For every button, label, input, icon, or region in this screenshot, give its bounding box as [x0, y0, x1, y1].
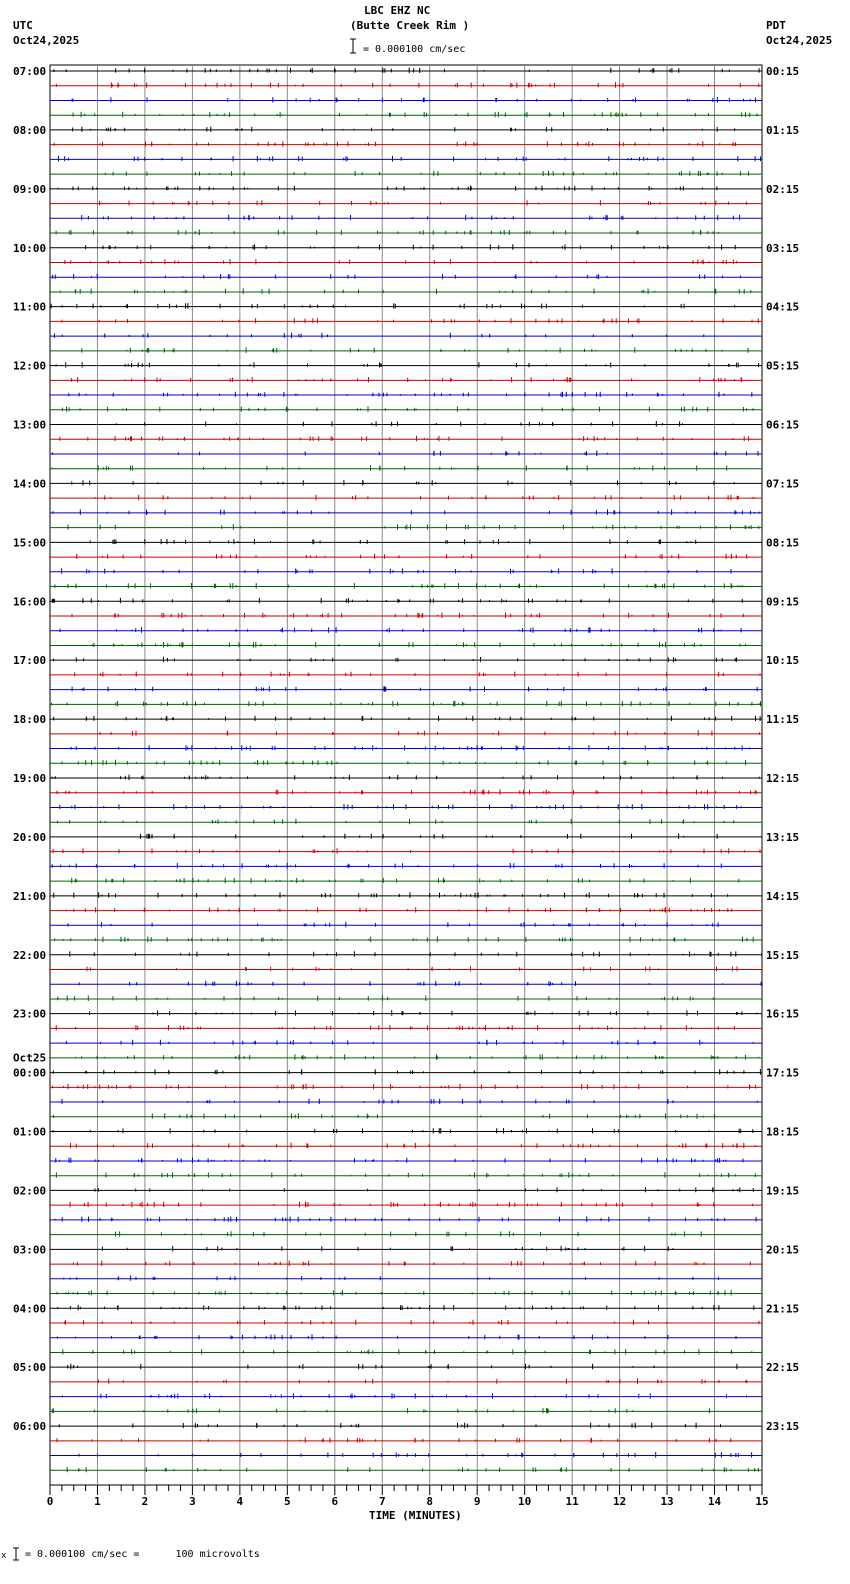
- utc-hour-label: 12:00: [13, 359, 47, 373]
- trace-noise: [51, 303, 734, 309]
- trace-noise: [53, 1069, 760, 1075]
- utc-hour-label: 04:00: [13, 1302, 47, 1316]
- trace-noise: [57, 1290, 731, 1296]
- trace-noise: [67, 1467, 758, 1472]
- trace-noise: [116, 421, 733, 427]
- x-tick-label: 4: [236, 1495, 244, 1508]
- utc-hour-label: 03:00: [13, 1243, 47, 1257]
- trace-noise: [86, 244, 736, 250]
- x-tick-label: 8: [426, 1495, 434, 1508]
- trace-noise: [56, 362, 758, 367]
- pdt-hour-label: 20:15: [766, 1243, 800, 1257]
- x-tick-label: 9: [473, 1495, 481, 1508]
- trace-noise: [54, 657, 737, 662]
- pdt-hour-label: 11:15: [766, 713, 800, 727]
- pdt-hour-label: 17:15: [766, 1066, 800, 1080]
- trace-noise: [102, 1246, 673, 1252]
- trace-noise: [60, 288, 751, 294]
- x-tick-label: 14: [707, 1495, 722, 1508]
- trace-noise: [140, 833, 717, 839]
- utc-hour-label: 07:00: [13, 65, 47, 78]
- trace-noise: [56, 1158, 743, 1163]
- x-tick-label: 0: [46, 1495, 54, 1508]
- pdt-hour-label: 19:15: [766, 1184, 800, 1198]
- x-tick-label: 2: [141, 1495, 149, 1508]
- trace-noise: [53, 1128, 753, 1134]
- trace-noise: [70, 951, 762, 957]
- x-tick-label: 15: [755, 1495, 769, 1508]
- pdt-hour-label: 15:15: [766, 948, 800, 962]
- x-tick-label: 3: [189, 1495, 196, 1508]
- pdt-hour-label: 03:15: [766, 241, 800, 255]
- station-title: LBC EHZ NC: [364, 4, 431, 17]
- utc-hour-label: 23:00: [13, 1007, 47, 1021]
- trace-noise: [71, 745, 750, 751]
- trace-noise: [53, 274, 741, 279]
- pdt-hour-label: 08:15: [766, 536, 800, 550]
- x-tick-label: 13: [660, 1495, 674, 1508]
- trace-noise: [69, 392, 752, 398]
- trace-noise: [54, 141, 735, 147]
- trace-noise: [58, 995, 714, 1001]
- trace-noise: [60, 804, 741, 810]
- trace-noise: [90, 1010, 757, 1016]
- pdt-hour-label: 10:15: [766, 654, 800, 668]
- trace-noise: [71, 377, 741, 382]
- pdt-hour-label: 01:15: [766, 123, 800, 137]
- trace-noise: [65, 259, 737, 264]
- trace-noise: [99, 1378, 747, 1384]
- pdt-hour-label: 04:15: [766, 300, 800, 314]
- trace-noise: [54, 892, 728, 898]
- trace-noise: [71, 1143, 756, 1149]
- right-date: Oct24,2025: [766, 34, 833, 47]
- trace-noise: [66, 1040, 753, 1046]
- pdt-hour-label: 23:15: [766, 1420, 800, 1434]
- footer-scale-bar-icon: [13, 1548, 19, 1560]
- utc-hour-label: 10:00: [13, 241, 47, 255]
- utc-hour-label: 08:00: [13, 123, 47, 137]
- trace-noise: [60, 436, 749, 442]
- trace-noise: [73, 127, 735, 132]
- trace-noise: [52, 701, 761, 707]
- trace-noise: [63, 1349, 752, 1355]
- utc-hour-label: 11:00: [13, 300, 47, 314]
- x-axis-label: TIME (MINUTES): [369, 1509, 462, 1522]
- trace-noise: [72, 480, 735, 485]
- utc-hour-label: 21:00: [13, 889, 47, 903]
- x-tick-label: 7: [378, 1495, 386, 1508]
- trace-noise: [62, 406, 753, 412]
- utc-hour-label: 06:00: [13, 1420, 47, 1434]
- date-change-label: Oct25: [13, 1051, 47, 1065]
- trace-noise: [56, 1025, 734, 1030]
- trace-noise: [52, 465, 727, 471]
- trace-noise: [72, 878, 739, 884]
- x-tick-label: 11: [565, 1495, 579, 1508]
- pdt-hour-label: 00:15: [766, 65, 800, 78]
- trace-noise: [82, 347, 748, 353]
- trace-noise: [52, 451, 758, 457]
- pdt-hour-label: 13:15: [766, 830, 800, 844]
- pdt-hour-label: 18:15: [766, 1125, 800, 1139]
- trace-noise: [57, 1438, 731, 1443]
- trace-noise: [53, 1084, 756, 1090]
- trace-noise: [77, 554, 747, 560]
- footer-scale-label: = 0.000100 cm/sec = 100 microvolts: [25, 1549, 260, 1560]
- trace-noise: [64, 1276, 719, 1281]
- left-date: Oct24,2025: [13, 34, 80, 47]
- x-tick-label: 6: [331, 1495, 339, 1508]
- trace-noise: [100, 200, 747, 205]
- trace-noise: [62, 1099, 757, 1104]
- trace-noise: [87, 966, 737, 971]
- trace-noise: [58, 1305, 754, 1311]
- pdt-hour-label: 16:15: [766, 1007, 800, 1021]
- trace-noise: [56, 230, 718, 236]
- x-tick-label: 5: [284, 1495, 291, 1508]
- trace-noise: [95, 1187, 753, 1192]
- trace-noise: [72, 686, 757, 692]
- utc-hour-label: 17:00: [13, 654, 47, 668]
- utc-hour-label: 22:00: [13, 948, 47, 962]
- trace-noise: [72, 97, 756, 103]
- utc-hour-label: 00:00: [13, 1066, 47, 1080]
- trace-noise: [52, 1408, 709, 1413]
- trace-noise: [62, 1393, 746, 1399]
- x-tick-label: 12: [612, 1495, 627, 1508]
- right-timezone: PDT: [766, 19, 786, 32]
- site-name: (Butte Creek Rim ): [350, 19, 470, 32]
- scale-label: = 0.000100 cm/sec: [363, 44, 466, 55]
- trace-noise: [55, 1216, 756, 1222]
- pdt-hour-label: 22:15: [766, 1361, 800, 1375]
- trace-noise: [56, 82, 758, 88]
- trace-noise: [56, 1172, 755, 1177]
- trace-noise: [58, 819, 734, 825]
- trace-noise: [92, 642, 745, 648]
- trace-noise: [106, 171, 749, 177]
- trace-noise: [62, 318, 758, 323]
- trace-noise: [82, 215, 740, 221]
- utc-hour-label: 14:00: [13, 477, 47, 491]
- trace-noise: [55, 583, 762, 589]
- utc-hour-label: 13:00: [13, 418, 47, 432]
- trace-noise: [51, 186, 717, 191]
- utc-hour-label: 01:00: [13, 1125, 47, 1139]
- trace-noise: [62, 760, 745, 766]
- footer-mark: x: [1, 1551, 7, 1561]
- trace-noise: [68, 1364, 737, 1370]
- plot-frame: [50, 65, 762, 1485]
- trace-noise: [54, 68, 759, 74]
- trace-noise: [90, 539, 696, 545]
- utc-hour-label: 15:00: [13, 536, 47, 550]
- trace-noise: [57, 789, 756, 795]
- trace-noise: [79, 981, 761, 987]
- utc-hour-label: 02:00: [13, 1184, 47, 1198]
- trace-noise: [66, 907, 732, 913]
- utc-hour-label: 16:00: [13, 595, 47, 609]
- trace-noise: [59, 156, 761, 162]
- trace-noise: [60, 627, 741, 633]
- trace-noise: [72, 613, 743, 619]
- trace-noise: [55, 937, 754, 943]
- pdt-hour-label: 09:15: [766, 595, 800, 609]
- trace-noise: [70, 1202, 753, 1208]
- trace-noise: [57, 1334, 736, 1339]
- pdt-hour-label: 02:15: [766, 182, 800, 196]
- pdt-hour-label: 12:15: [766, 772, 800, 785]
- trace-noise: [54, 716, 760, 721]
- utc-hour-label: 05:00: [13, 1361, 47, 1375]
- utc-hour-label: 09:00: [13, 182, 47, 196]
- scale-bar-icon: [350, 39, 356, 53]
- trace-noise: [73, 1261, 750, 1267]
- pdt-hour-label: 14:15: [766, 889, 800, 903]
- trace-noise: [73, 112, 757, 118]
- pdt-hour-label: 06:15: [766, 418, 800, 432]
- left-timezone: UTC: [13, 19, 33, 32]
- utc-hour-label: 20:00: [13, 830, 47, 844]
- x-tick-label: 1: [94, 1495, 101, 1508]
- utc-hour-label: 18:00: [13, 713, 47, 727]
- trace-noise: [62, 568, 731, 574]
- trace-noise: [54, 1113, 715, 1119]
- trace-noise: [52, 598, 742, 604]
- utc-hour-label: 19:00: [13, 772, 47, 785]
- trace-noise: [65, 1320, 759, 1326]
- trace-noise: [54, 333, 703, 339]
- pdt-hour-label: 07:15: [766, 477, 800, 491]
- trace-noise: [53, 848, 760, 854]
- trace-noise: [95, 495, 753, 501]
- trace-noise: [53, 509, 759, 515]
- trace-noise: [116, 1231, 702, 1237]
- trace-noise: [79, 1452, 752, 1458]
- pdt-hour-label: 05:15: [766, 359, 800, 373]
- trace-noise: [52, 775, 759, 781]
- trace-noise: [59, 1423, 762, 1429]
- pdt-hour-label: 21:15: [766, 1302, 800, 1316]
- trace-noise: [52, 863, 721, 868]
- trace-noise: [68, 524, 759, 530]
- trace-noise: [75, 672, 760, 677]
- trace-noise: [76, 1054, 759, 1060]
- trace-noise: [68, 922, 718, 927]
- x-tick-label: 10: [518, 1495, 532, 1508]
